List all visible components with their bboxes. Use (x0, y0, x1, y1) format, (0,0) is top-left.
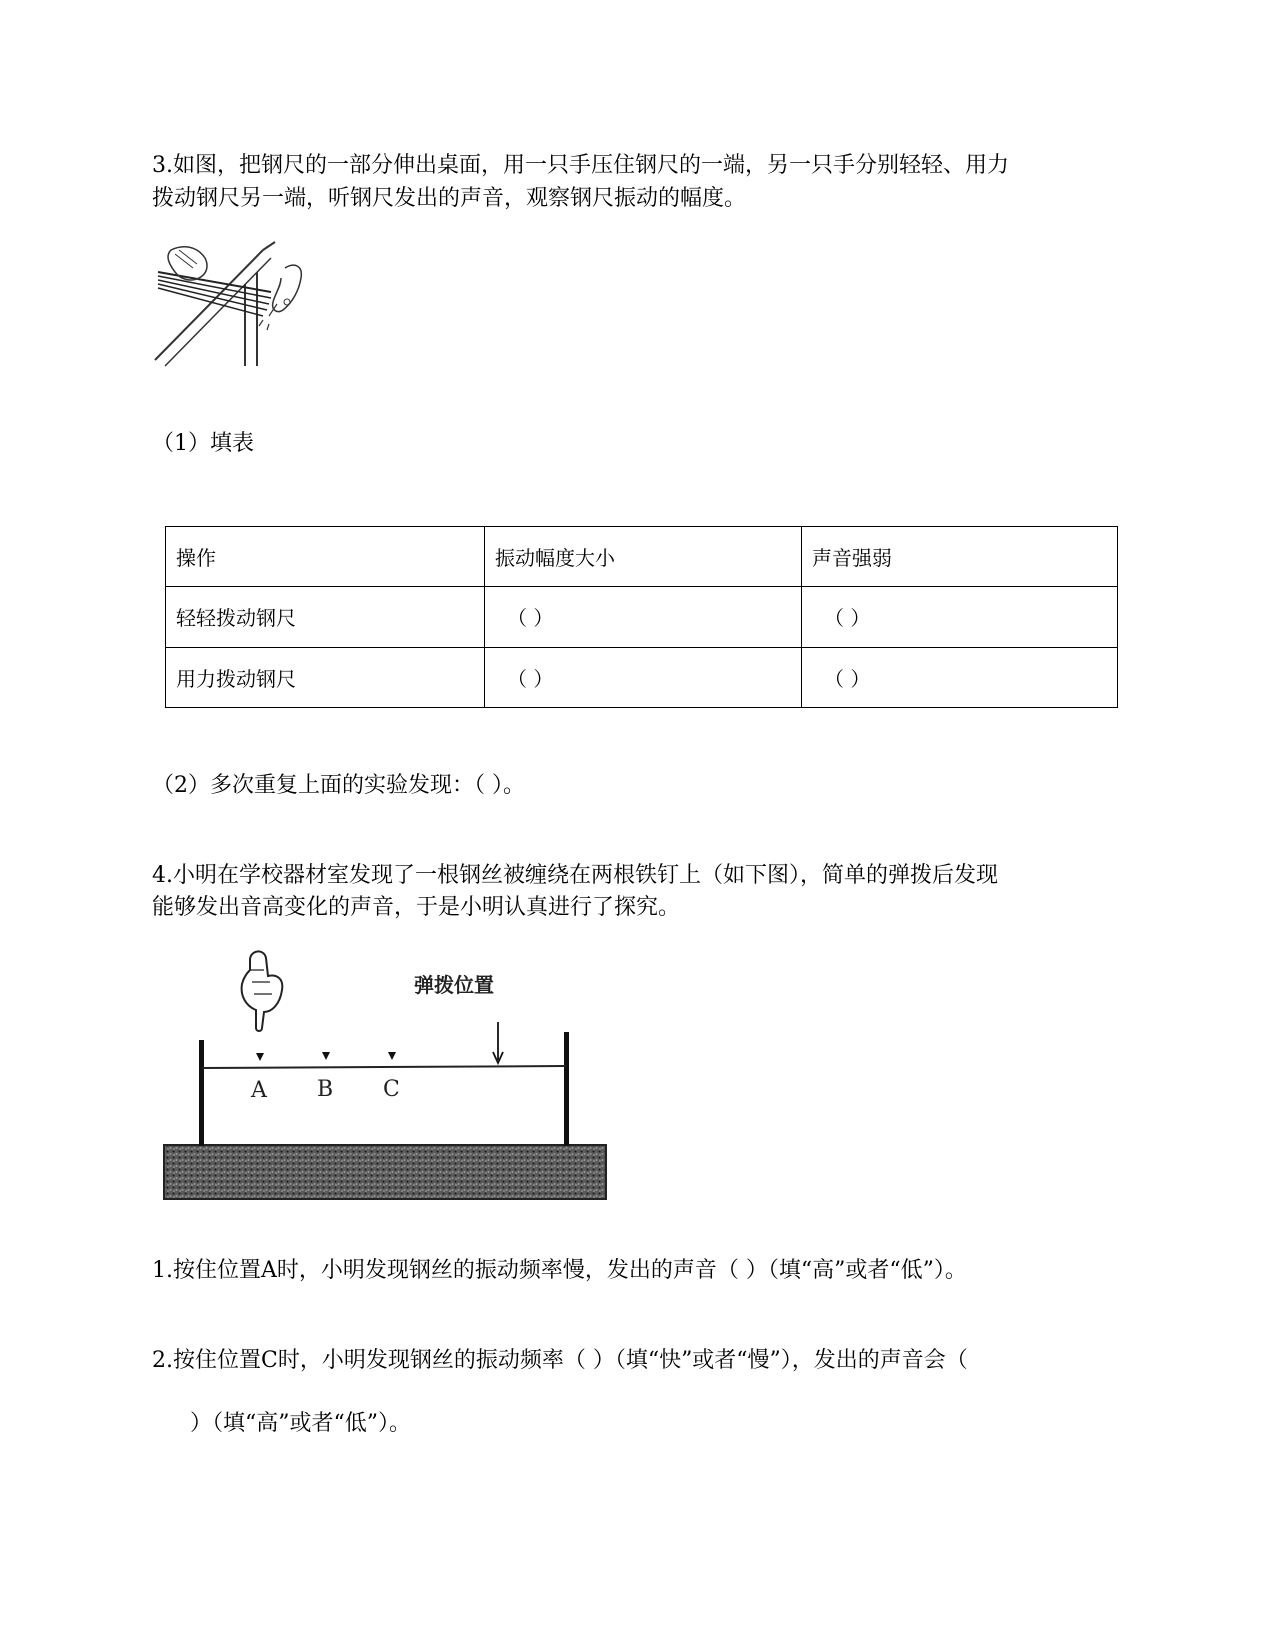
table-header-cell: 声音强弱 (802, 527, 1118, 587)
q3-sub1: （1）填表 (152, 431, 254, 456)
table-row (166, 587, 1118, 647)
q4-item1: 1.按住位置A时，小明发现钢丝的振动频率慢，发出的声音（ ）（填“高”或者“低”）。 (152, 1258, 967, 1283)
table-header-cell: 操作 (166, 527, 485, 587)
ruler-vibration-illustration (153, 240, 318, 370)
q3-text-line2: 拨动钢尺另一端，听钢尺发出的声音，观察钢尺振动的幅度。 (152, 186, 747, 211)
table-row (166, 647, 1118, 707)
fill-in-table (165, 526, 1118, 708)
q3-sub2: （2）多次重复上面的实验发现：（ ）。 (152, 773, 525, 798)
point-c-label: C (383, 1077, 400, 1102)
blank-cell[interactable]: （ ） (824, 606, 871, 631)
pluck-position-label: 弹拨位置 (414, 973, 494, 997)
point-a-label: A (251, 1078, 267, 1103)
blank-cell[interactable]: （ ） (507, 666, 554, 691)
blank-cell[interactable]: （ ） (824, 666, 871, 691)
table-cell: 用力拨动钢尺 (166, 647, 485, 707)
q4-item2-line2: ）（填“高”或者“低”）。 (190, 1411, 411, 1436)
q4-text-line2: 能够发出音高变化的声音，于是小明认真进行了探究。 (152, 895, 681, 920)
q3-text-line1: 3.如图，把钢尺的一部分伸出桌面，用一只手压住钢尺的一端，另一只手分别轻轻、用力 (152, 153, 1009, 178)
table-header-cell: 振动幅度大小 (485, 527, 802, 587)
blank-cell[interactable]: （ ） (507, 606, 554, 631)
table-header-row (166, 527, 1118, 587)
point-b-label: B (317, 1077, 334, 1102)
wire-nails-illustration (160, 940, 620, 1202)
q4-item2-line1: 2.按住位置C时，小明发现钢丝的振动频率（ ）（填“快”或者“慢”），发出的声音会（ (152, 1348, 968, 1373)
q4-text-line1: 4.小明在学校器材室发现了一根钢丝被缠绕在两根铁钉上（如下图），简单的弹拨后发现 (152, 863, 998, 888)
table-cell: 轻轻拨动钢尺 (166, 587, 485, 647)
